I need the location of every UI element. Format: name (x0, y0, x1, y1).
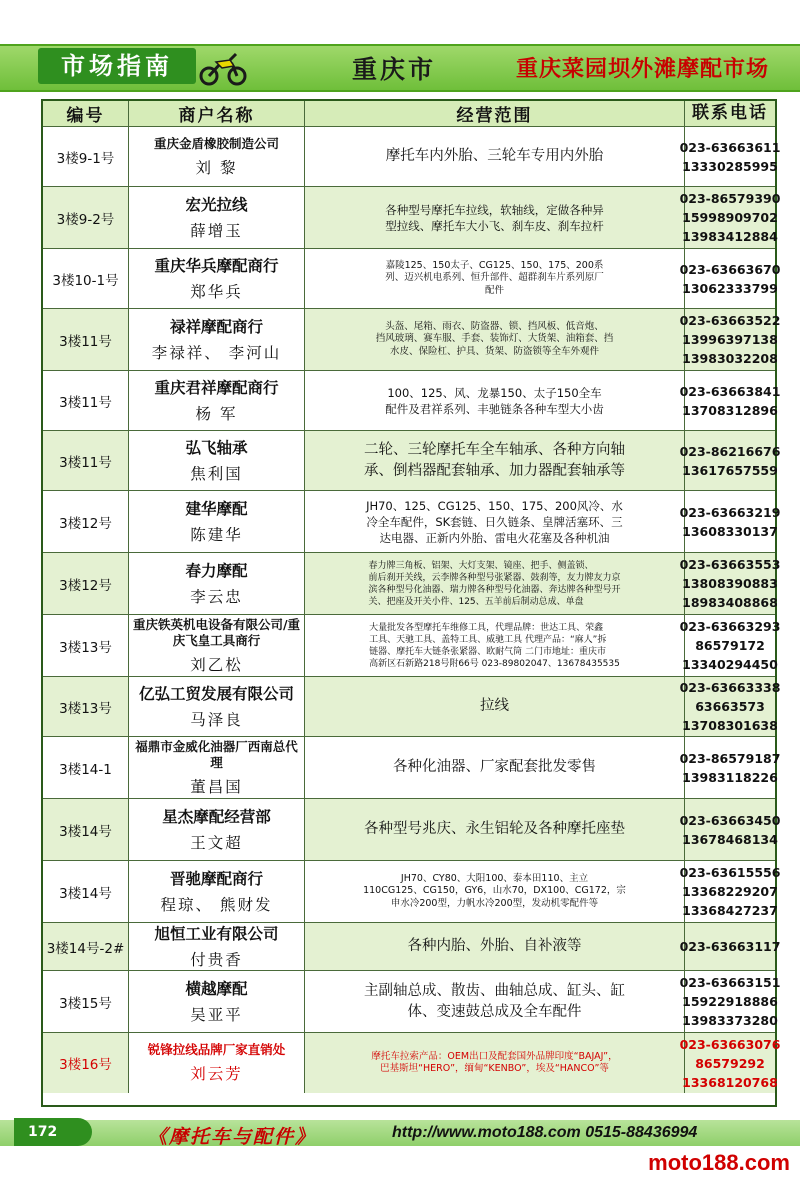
cell-number: 3楼11号 (43, 371, 129, 430)
merchant-name: 星杰摩配经营部 (162, 807, 271, 826)
market-title: 重庆菜园坝外滩摩配市场 (516, 56, 770, 82)
scope-line: 体、变速鼓总成及全车配件 (407, 1003, 582, 1020)
table-row (43, 799, 781, 861)
page-footer (0, 1112, 800, 1148)
business-scope (371, 1051, 617, 1076)
phone-number[interactable]: 13678468134 (682, 831, 778, 847)
motorcycle-icon (198, 48, 248, 86)
scope-line: 滨各种型号化油器、瑞力牌各种型号化油器、奔达牌各种型号开 (368, 584, 621, 595)
phone-number[interactable]: 13708312896 (682, 402, 778, 418)
merchant-name: 禄祥摩配商行 (169, 317, 263, 336)
contact-person: 刘云芳 (190, 1065, 243, 1083)
cell-number: 3楼14号-2# (43, 923, 129, 970)
merchant-name: 春力摩配 (185, 561, 248, 580)
business-scope (386, 146, 604, 167)
scope-line: 巴基斯坦“HERO”，缅甸“KENBO”，埃及“HANCO”等 (380, 1063, 609, 1074)
cell-scope (305, 737, 685, 798)
cell-scope (305, 1033, 685, 1093)
contact-person: 陈建华 (190, 525, 243, 544)
phone-number[interactable]: 86579292 (695, 1055, 765, 1071)
table-row (43, 737, 781, 799)
cell-number: 3楼12号 (43, 553, 129, 614)
phone-number[interactable]: 13617657559 (682, 462, 778, 478)
contact-person: 王文超 (190, 833, 243, 852)
merchant-name: 建华摩配 (185, 499, 248, 518)
scope-line: 挡风玻璃、赛车服、手套、装饰灯、大货架、油箱套、挡 (375, 333, 614, 345)
cell-number: 3楼10-1号 (43, 249, 129, 308)
cell-phone (679, 923, 781, 970)
cell-scope (305, 431, 685, 490)
col-header-phone: 联系电话 (692, 103, 768, 123)
cell-merchant (129, 187, 305, 248)
watermark: moto188.com (648, 1150, 790, 1175)
contact-person: 董昌国 (190, 777, 243, 796)
contact-person: 杨 军 (195, 404, 238, 423)
phone-number[interactable]: 023-63663670 (679, 261, 781, 277)
scope-line: 春力牌三角板、铝架、大灯支架、镜座、把手、侧盖锁、 (368, 560, 594, 571)
table-row (43, 923, 781, 971)
cell-scope (305, 971, 685, 1032)
scope-line: 各种化油器、厂家配套批发零售 (393, 759, 596, 775)
contact-person: 薛增玉 (190, 221, 243, 240)
cell-merchant (129, 971, 305, 1032)
contact-person: 郑华兵 (190, 282, 243, 301)
cell-scope (305, 615, 685, 676)
business-scope (369, 622, 620, 670)
cell-phone (679, 615, 781, 676)
phone-number[interactable]: 13808390883 (682, 576, 778, 591)
phone-number[interactable]: 13330285995 (682, 158, 778, 174)
phone-number[interactable]: 023-63663293 (679, 619, 781, 634)
merchant-name: 晋驰摩配商行 (169, 869, 263, 888)
scope-line: 配件及君祥系列、丰驰链条各种车型大小齿 (385, 401, 604, 416)
scope-line: 摩托车内外胎、三轮车专用内外胎 (385, 148, 604, 164)
merchant-name: 锐锋拉线品牌厂家直销处 (147, 1042, 286, 1057)
cell-merchant (129, 861, 305, 922)
contact-person: 刘 黎 (195, 158, 238, 177)
business-scope (376, 321, 614, 359)
merchant-name: 福鼎市金威化油器厂西南总代理 (135, 738, 298, 770)
cell-merchant (129, 799, 305, 860)
col-header-merchant: 商户名称 (129, 101, 305, 126)
scope-line: 二轮、三轮摩托车全车轴承、各种方向轴 (364, 441, 625, 458)
merchant-table (41, 99, 781, 1107)
phone-number[interactable]: 13340294450 (682, 657, 778, 672)
cell-phone (679, 309, 781, 370)
business-scope (408, 936, 582, 957)
business-scope (368, 560, 620, 608)
scope-line: 承、倒档器配套轴承、加力器配套轴承等 (364, 462, 625, 479)
phone-number[interactable]: 13368229207 (682, 884, 778, 899)
cell-merchant (129, 491, 305, 552)
cell-merchant (129, 127, 305, 186)
contact-person: 刘乙松 (190, 655, 243, 674)
table-row (43, 187, 781, 249)
phone-number[interactable]: 13368120768 (682, 1074, 778, 1090)
phone-number[interactable]: 023-63663219 (679, 504, 781, 520)
table-row (43, 249, 781, 309)
cell-number: 3楼14-1 (43, 737, 129, 798)
table-row (43, 371, 781, 431)
contact-person: 程琼、 熊财发 (160, 895, 273, 914)
business-scope (364, 440, 625, 482)
merchant-name: 宏光拉线 (185, 195, 248, 214)
table-row (43, 971, 781, 1033)
business-scope (364, 819, 625, 840)
footer-contact[interactable]: http://www.moto188.com 0515-88436994 (392, 1124, 698, 1141)
scope-line: 摩托车拉索产品：OEM出口及配套国外品牌印度“BAJAJ”， (371, 1050, 618, 1062)
merchant-name: 重庆华兵摩配商行 (154, 256, 279, 275)
phone-number[interactable]: 13708301638 (682, 718, 778, 733)
phone-number[interactable]: 86579172 (695, 638, 765, 653)
business-scope (385, 202, 604, 234)
table-header-row (43, 101, 775, 127)
scope-line: 高新区石新路218号附66号 023-89802047、13678435535 (369, 658, 620, 669)
phone-number[interactable]: 023-63615556 (679, 865, 781, 880)
phone-number[interactable]: 13983373280 (682, 1013, 778, 1028)
scope-line: 链器、摩托车大链条张紧器、欧耐气筒 二门市地址：重庆市 (369, 646, 607, 657)
phone-number[interactable]: 023-86216676 (679, 443, 781, 459)
scope-line: 100、125、风、龙暴150、太子150全车 (387, 385, 602, 400)
cell-scope (305, 799, 685, 860)
scope-line: 达电器、正新内外胎、雷电火花塞及各种机油 (379, 530, 610, 545)
scope-line: JH70、125、CG125、150、175、200风冷、水 (366, 498, 623, 513)
phone-number[interactable]: 13983032208 (682, 351, 778, 366)
cell-phone (679, 971, 781, 1032)
cell-number: 3楼9-1号 (43, 127, 129, 186)
scope-line: 大量批发各型摩托车维修工具，代理品牌：世达工具、荣鑫 (369, 622, 604, 633)
phone-number[interactable]: 023-86579390 (679, 191, 781, 206)
cell-phone (679, 431, 781, 490)
phone-number[interactable]: 13608330137 (682, 523, 778, 539)
col-header-scope: 经营范围 (305, 101, 685, 126)
cell-phone (679, 371, 781, 430)
cell-number: 3楼11号 (43, 431, 129, 490)
cell-scope (305, 861, 685, 922)
contact-person: 付贵香 (190, 950, 243, 969)
cell-phone (679, 187, 781, 248)
table-row (43, 677, 781, 737)
cell-phone (679, 491, 781, 552)
cell-merchant (129, 249, 305, 308)
business-scope (385, 385, 604, 417)
cell-merchant (129, 677, 305, 736)
phone-number[interactable]: 023-63663151 (679, 975, 781, 990)
cell-number: 3楼14号 (43, 861, 129, 922)
cell-number: 3楼11号 (43, 309, 129, 370)
cell-scope (305, 923, 685, 970)
phone-number[interactable]: 13983412884 (682, 229, 778, 244)
business-scope (363, 873, 626, 911)
table-row (43, 309, 781, 371)
phone-number[interactable]: 15922918886 (682, 994, 778, 1009)
scope-line: 配件 (484, 284, 504, 296)
cell-scope (305, 127, 685, 186)
cell-number: 3楼13号 (43, 615, 129, 676)
phone-number[interactable]: 63663573 (695, 699, 765, 714)
contact-person: 马泽良 (190, 710, 243, 729)
scope-line: 水皮、保险杠、护具、货架、防盗锁等全车外观件 (389, 345, 599, 357)
contact-person: 李云忠 (190, 587, 243, 606)
phone-number[interactable]: 023-63663553 (679, 557, 781, 572)
scope-line: 110CG125、CG150，GY6，山水70，DX100、CG172，宗 (363, 885, 626, 897)
table-row (43, 553, 781, 615)
cell-phone (679, 861, 781, 922)
cell-scope (305, 491, 685, 552)
cell-merchant (129, 737, 305, 798)
cell-number: 3楼12号 (43, 491, 129, 552)
scope-line: 型拉线、摩托车大小飞、刹车皮、刹车拉杆 (385, 218, 604, 233)
contact-person: 焦利国 (190, 464, 243, 483)
scope-line: 各种型号兆庆、永生铝轮及各种摩托座垫 (364, 821, 625, 837)
scope-line: 嘉陵125、150太子、CG125、150、175、200系 (385, 259, 604, 271)
page-number: 172 (14, 1118, 92, 1146)
cell-scope (305, 187, 685, 248)
merchant-name: 重庆君祥摩配商行 (154, 378, 279, 397)
merchant-name: 重庆铁英机电设备有限公司/重庆飞皇工具商行 (132, 616, 301, 648)
scope-line: 工具、天驰工具、盖特工具、威驰工具 代理产品：“麻人”拆 (369, 634, 607, 645)
merchant-name: 弘飞轴承 (185, 438, 248, 457)
cell-number: 3楼15号 (43, 971, 129, 1032)
phone-number[interactable]: 023-63663450 (679, 812, 781, 828)
table-row (43, 127, 781, 187)
business-scope (364, 981, 625, 1023)
cell-scope (305, 553, 685, 614)
business-scope (393, 757, 596, 778)
cell-merchant (129, 371, 305, 430)
phone-number[interactable]: 13996397138 (682, 332, 778, 347)
cell-merchant (129, 615, 305, 676)
scope-line: 各种内胎、外胎、自补液等 (407, 938, 582, 954)
scope-line: 列、迈兴机电系列、恒升部件、超群刹车片系列原厂 (385, 272, 604, 284)
scope-line: 关、把座及开关小件、125、五羊前后制动总成、单盘 (368, 596, 584, 607)
scope-line: JH70、CY80、大阳100、泰本田110、主立 (400, 872, 589, 884)
scope-line: 申水冷200型，力帆水冷200型，发动机零配件等 (390, 897, 599, 909)
cell-phone (679, 127, 781, 186)
cell-merchant (129, 431, 305, 490)
cell-number: 3楼14号 (43, 799, 129, 860)
scope-line: 头盔、尾箱、雨衣、防盗器、锁、挡风板、低音炮、 (385, 320, 604, 332)
cell-number: 3楼16号 (43, 1033, 129, 1093)
merchant-name: 重庆金盾橡胶制造公司 (153, 135, 279, 151)
table-row (43, 861, 781, 923)
cell-scope (305, 371, 685, 430)
cell-phone (679, 737, 781, 798)
merchant-name: 旭恒工业有限公司 (154, 924, 279, 943)
cell-scope (305, 309, 685, 370)
cell-phone (679, 553, 781, 614)
scope-line: 拉线 (480, 698, 509, 714)
phone-number[interactable]: 13983118226 (682, 769, 778, 785)
cell-phone (679, 799, 781, 860)
phone-number[interactable]: 023-63663611 (679, 139, 781, 155)
merchant-name: 横越摩配 (185, 979, 248, 998)
scope-line: 前后刹开关线，云李牌各种型号张紧器、鼓刹等，友力牌友力京 (368, 572, 621, 583)
cell-merchant (129, 309, 305, 370)
cell-scope (305, 677, 685, 736)
business-scope (366, 498, 623, 546)
phone-number[interactable]: 023-86579187 (679, 750, 781, 766)
cell-number: 3楼9-2号 (43, 187, 129, 248)
magazine-name: 《摩托车与配件》 (148, 1126, 317, 1148)
phone-number[interactable]: 18983408868 (682, 595, 778, 610)
contact-person: 吴亚平 (190, 1005, 243, 1024)
city-title: 重庆市 (352, 55, 437, 84)
section-tag: 市场指南 (38, 48, 196, 84)
table-row (43, 491, 781, 553)
table-row (43, 615, 781, 677)
merchant-name: 亿弘工贸发展有限公司 (138, 684, 294, 703)
scope-line: 冷全车配件，SK套链、日久链条、皇牌活塞环、三 (366, 514, 623, 529)
cell-number: 3楼13号 (43, 677, 129, 736)
phone-number[interactable]: 023-63663117 (679, 939, 781, 954)
table-row (43, 1033, 781, 1093)
cell-phone (679, 677, 781, 736)
business-scope (385, 260, 604, 298)
cell-phone (679, 249, 781, 308)
phone-number[interactable]: 15998909702 (682, 210, 778, 225)
contact-person: 李禄祥、 李河山 (151, 343, 282, 362)
cell-merchant (129, 553, 305, 614)
scope-line: 各种型号摩托车拉线，软轴线，定做各种异 (385, 202, 604, 217)
cell-merchant (129, 923, 305, 970)
phone-number[interactable]: 023-63663338 (679, 680, 781, 695)
scope-line: 主副轴总成、散齿、曲轴总成、缸头、缸 (364, 982, 625, 999)
cell-merchant (129, 1033, 305, 1093)
table-row (43, 431, 781, 491)
phone-number[interactable]: 13368427237 (682, 903, 778, 918)
cell-phone (679, 1033, 781, 1093)
col-header-number: 编号 (43, 101, 129, 126)
page-header (0, 0, 800, 95)
phone-number[interactable]: 13062333799 (682, 280, 778, 296)
phone-number[interactable]: 023-63663841 (679, 383, 781, 399)
cell-scope (305, 249, 685, 308)
business-scope (480, 696, 509, 717)
phone-number[interactable]: 023-63663522 (679, 313, 781, 328)
phone-number[interactable]: 023-63663076 (679, 1036, 781, 1052)
